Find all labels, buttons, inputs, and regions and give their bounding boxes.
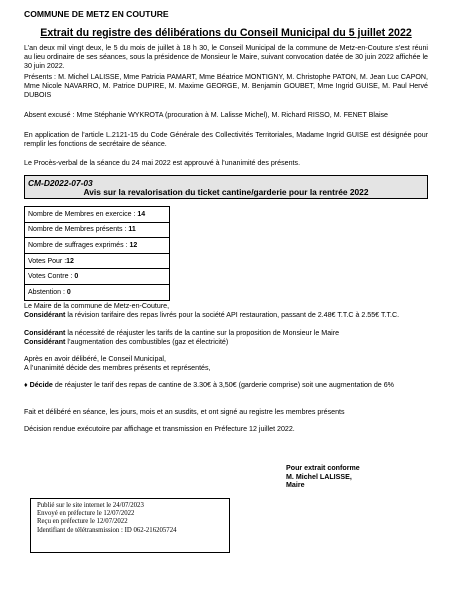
vote-value: 12 [66,257,74,265]
stamp-line-2: Envoyé en préfecture le 12/07/2022 [37,510,135,518]
vote-label: Nombre de Membres présents : [28,226,127,234]
decide-keyword: ♦ Décide [24,381,53,389]
table-row [25,207,170,223]
stamp-line-1: Publié sur le site internet le 24/07/2023 [37,502,144,509]
table-row [25,222,170,238]
considerant-keyword: Considérant [24,338,66,346]
considerant-keyword: Considérant [24,311,66,319]
signature-line-1: Pour extrait conforme [286,464,360,472]
considerant-keyword: Considérant [24,329,66,337]
secretary-paragraph: En application de l’article L.2121-15 du Code Générale des Collectivités Territoriales, Madame Ingrid GUISE est désignée pour remplir les fonctions de secrétaire de séance. [24,131,428,148]
stamp-line-4: Identifiant de télétransmission : ID 062-216205724 [37,526,177,534]
decision-paragraph [24,381,428,390]
considerant-1 [24,311,428,320]
decide-text: de réajuster le tarif des repas de cantine de 3.30€ à 3,50€ (garderie comprise) soit une augmentation de 6% [52,381,394,389]
vote-value: 12 [129,241,138,249]
vote-label: Votes Pour : [28,257,67,265]
table-row [25,284,170,300]
deliberation-line: Après en avoir délibéré, le Conseil Municipal, [24,355,166,363]
table-row [25,269,170,285]
pv-paragraph: Le Procès-verbal de la séance du 24 mai 2022 est approuvé à l’unanimité des présents. [24,159,301,167]
decision-number: CM-D2022-07-03 [28,178,93,188]
considerant-text: la nécessité de réajuster les tarifs de la cantine sur la proposition de Monsieur le Maire [65,329,340,337]
considerant-2 [24,329,428,338]
executory-paragraph: Décision rendue exécutoire par affichage et transmission en Préfecture 12 juillet 2022. [24,425,295,433]
vote-value: 14 [137,210,146,218]
vote-label: Nombre de Membres en exercice : [28,210,136,218]
presents-paragraph: Présents : M. Michel LALISSE, Mme Patricia PAMART, Mme Béatrice MONTIGNY, M. Christophe PATON, M. Jean Luc CAPON, Mme Nicole NAVARRO, M. Patrice DUPIRE, M. Maxime GEORGE, M. Benjamin GOUBET, Mme Ingrid GUISE, M. Paul Hervé DUBOIS [24,73,428,99]
intro-paragraph: L’an deux mil vingt deux, le 5 du mois de juillet à 18 h 30, le Conseil Municipal de la commune de Metz-en-Couture s’est réuni au lieu ordinaire de ses séances, sous la présidence de Monsieur le Maire, suivant convocation datée de 30 juin 2022 affichée le 30 juin 2022. [24,44,428,70]
signature-block [286,464,360,490]
vote-label: Votes Contre : [28,273,73,281]
table-row [25,238,170,254]
vote-value: 11 [128,226,136,234]
decision-header-box [24,175,428,199]
stamp-line-3: Reçu en préfecture le 12/07/2022 [37,518,128,526]
unanimity-line: A l’unanimité décide des membres présents et représentés, [24,364,211,372]
vote-label: Nombre de suffrages exprimés : [28,241,128,249]
votes-table [24,206,170,301]
transmission-stamp [30,498,230,553]
absent-paragraph: Absent excusé : Mme Stéphanie WYKROTA (procuration à M. Lalisse Michel), M. Richard RISSO, M. FENET Blaise [24,111,389,119]
vote-value: 0 [74,273,79,281]
table-row [25,253,170,269]
decision-subject: Avis sur la revalorisation du ticket cantine/garderie pour la rentrée 2022 [83,187,369,197]
signed-paragraph: Fait et délibéré en séance, les jours, mois et an susdits, et ont signé au registre les membres présents [24,408,345,416]
vote-label: Abstention : [28,288,65,296]
vote-value: 0 [66,288,71,296]
considerant-text: la révision tarifaire des repas livrés pour la société API restauration, passant de 2.48€ T.T.C à 2.55€ T.T.C. [65,311,400,319]
considerant-text: l’augmentation des combustibles (gaz et électricité) [65,338,229,346]
signature-line-2: M. Michel LALISSE, [286,472,352,481]
considerant-3 [24,338,428,347]
signature-line-3: Maire [286,481,305,490]
mayor-line: Le Maire de la commune de Metz-en-Couture, [24,302,170,310]
commune-name: COMMUNE DE METZ EN COUTURE [24,9,169,19]
document-title: Extrait du registre des délibérations du Conseil Municipal du 5 juillet 2022 [40,27,412,39]
